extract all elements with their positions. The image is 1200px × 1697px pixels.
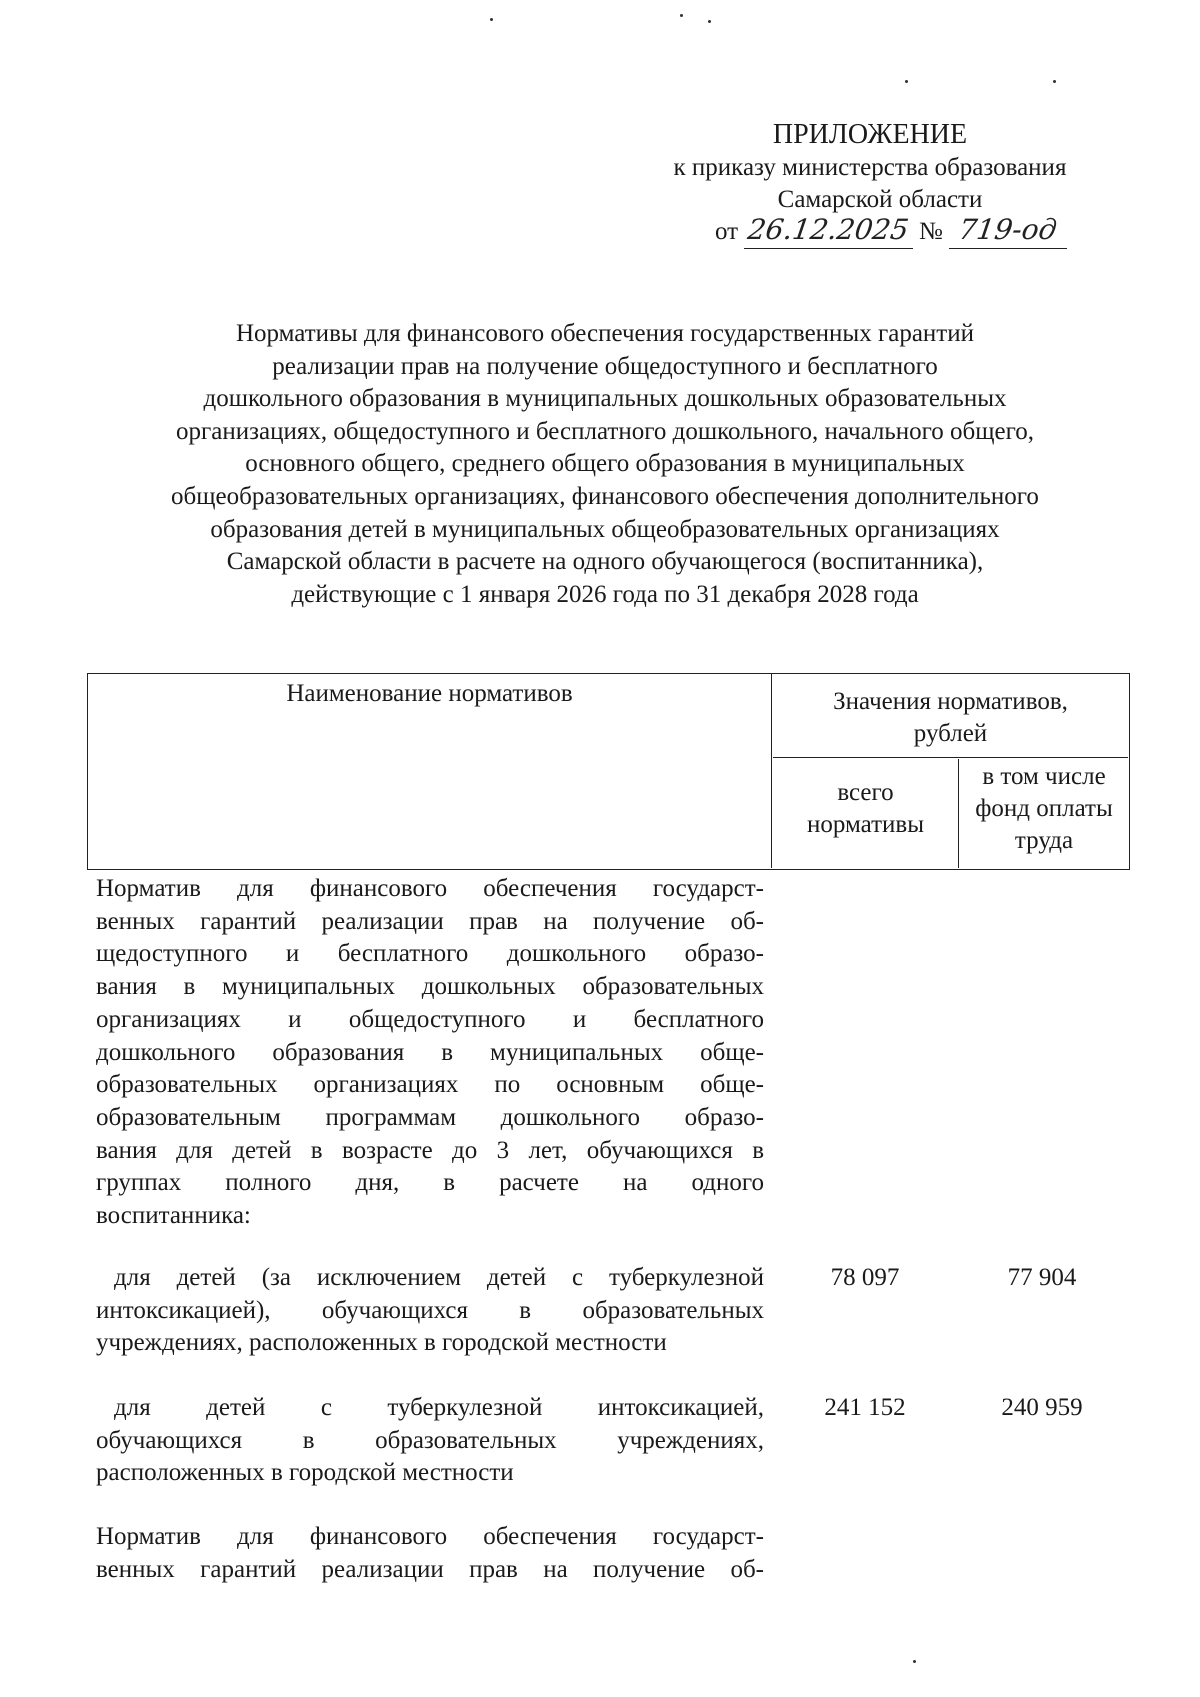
header-total-line: всего <box>837 779 894 806</box>
header-wage-cell <box>960 759 1128 868</box>
section-1-text <box>96 873 764 1233</box>
table-header <box>87 673 1130 870</box>
header-values-line: рублей <box>913 720 988 747</box>
text-line: Норматив для финансового обеспечения государст- <box>96 1523 764 1550</box>
row-2-wage: 240 959 <box>1001 1394 1083 1421</box>
text-line: воспитанника: <box>96 1202 251 1230</box>
row-1-total: 78 097 <box>830 1264 900 1291</box>
text-line: венных гарантий реализации прав на получение об- <box>96 907 764 935</box>
appendix-region-line: Самарской области <box>777 186 983 213</box>
text-line: Норматив для финансового обеспечения государст- <box>96 875 764 902</box>
scan-speck <box>1053 80 1056 83</box>
header-wage-line: труда <box>1014 827 1074 854</box>
header-wage-line: фонд оплаты <box>975 795 1113 822</box>
scan-speck <box>708 20 711 23</box>
text-line: учреждениях, расположенных в городской местности <box>96 1329 667 1357</box>
handwritten-number: 719-од <box>957 213 1060 246</box>
row-2-total: 241 152 <box>824 1394 906 1421</box>
section-2-text <box>96 1521 764 1586</box>
title-line: Самарской области в расчете на одного обучающегося (воспитанника), <box>226 548 984 576</box>
header-total-cell <box>773 759 959 868</box>
text-line: расположенных в городской местности <box>96 1459 514 1487</box>
title-line: Нормативы для финансового обеспечения государственных гарантий <box>235 320 974 347</box>
header-values-line: Значения нормативов, <box>833 688 1068 715</box>
header-name-cell <box>88 674 772 868</box>
row-2-text <box>96 1392 764 1490</box>
header-name-label: Наименование нормативов <box>286 680 573 707</box>
title-line: реализации прав на получение общедоступного и бесплатного <box>272 352 938 380</box>
appendix-title: ПРИЛОЖЕНИЕ <box>772 119 968 150</box>
date-prefix: от <box>715 218 739 245</box>
title-line: организациях, общедоступного и бесплатного дошкольного, начального общего, <box>176 417 1034 445</box>
appendix-header <box>640 118 1100 216</box>
title-line: действующие с 1 января 2026 года по 31 декабря 2028 года <box>291 580 919 608</box>
header-total-line: нормативы <box>806 811 924 838</box>
title-line: общеобразовательных организациях, финансового обеспечения дополнительного <box>171 482 1039 510</box>
text-line: образовательным программам дошкольного образо- <box>96 1103 764 1131</box>
text-line: группах полного дня, в расчете на одного <box>96 1169 764 1197</box>
scan-speck <box>905 80 908 83</box>
text-line: венных гарантий реализации прав на получение об- <box>96 1555 764 1583</box>
appendix-order-line: к приказу министерства образования <box>673 154 1067 181</box>
text-line: обучающихся в образовательных учреждениях, <box>96 1426 764 1454</box>
text-line: щедоступного и бесплатного дошкольного образо- <box>96 940 764 968</box>
text-line: интоксикацией), обучающихся в образовательных <box>96 1296 764 1324</box>
row-1-wage: 77 904 <box>1007 1264 1077 1291</box>
scan-speck <box>680 14 683 17</box>
scan-speck <box>913 1660 916 1663</box>
title-line: образования детей в муниципальных общеобразовательных организациях <box>210 515 1000 543</box>
scan-speck <box>490 18 493 21</box>
number-prefix: № <box>918 218 943 245</box>
document-title <box>110 318 1100 611</box>
text-line: организациях и общедоступного и бесплатного <box>96 1005 764 1033</box>
handwritten-date: 26.12.2025 <box>746 213 912 246</box>
number-field <box>949 214 1067 249</box>
text-line: вания для детей в возрасте до 3 лет, обучающихся в <box>96 1136 764 1164</box>
text-line: вания в муниципальных дошкольных образовательных <box>96 973 764 1001</box>
header-wage-line: в том числе <box>982 763 1106 790</box>
date-field <box>744 214 912 249</box>
header-values-cell <box>773 674 1128 758</box>
title-line: основного общего, среднего общего образования в муниципальных <box>245 450 965 478</box>
text-line: для детей (за исключением детей с туберкулезной <box>114 1264 764 1291</box>
row-1-text <box>96 1262 764 1360</box>
text-line: образовательных организациях по основным обще- <box>96 1071 764 1099</box>
text-line: для детей с туберкулезной интоксикацией, <box>114 1394 764 1421</box>
title-line: дошкольного образования в муниципальных дошкольных образовательных <box>203 385 1007 413</box>
text-line: дошкольного образования в муниципальных обще- <box>96 1038 764 1066</box>
appendix-date-line <box>715 214 1067 249</box>
